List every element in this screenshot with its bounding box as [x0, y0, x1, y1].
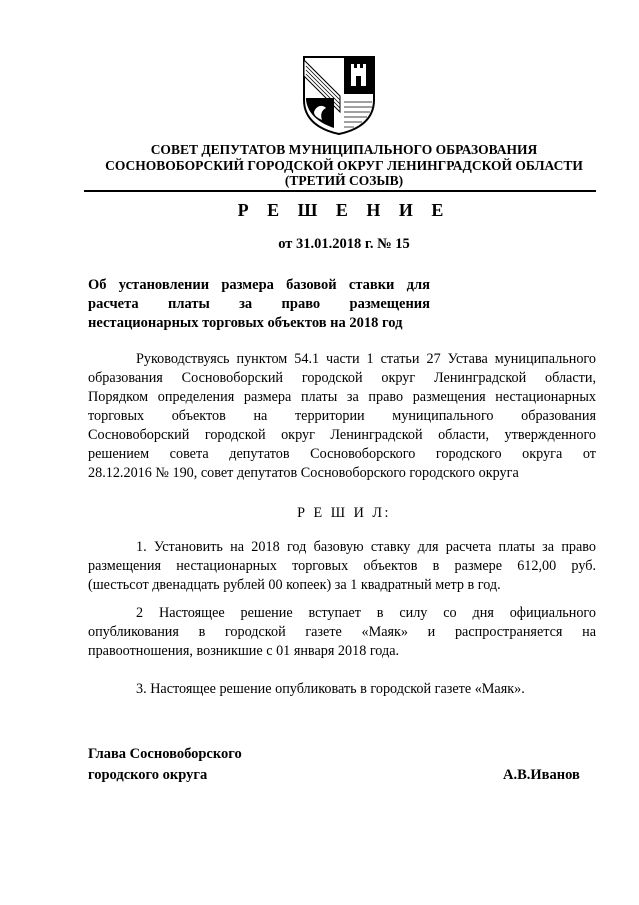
- signature-position-line: Глава Сосновоборского: [88, 746, 242, 762]
- coat-of-arms-icon: [300, 54, 378, 136]
- signature-position: [88, 744, 242, 786]
- signer-name: А.В.Иванов: [503, 767, 580, 783]
- item-line: правоотношения, возникшие с 01 января 2018 года.: [88, 643, 400, 659]
- item-1-paragraph: [88, 538, 596, 595]
- decision-date-number: от 31.01.2018 г. № 15: [278, 236, 410, 252]
- council-line: (ТРЕТИЙ СОЗЫВ): [284, 173, 404, 188]
- item-3-paragraph: [88, 680, 596, 699]
- preamble-line: Сосновоборский городской округ Ленинградской области, утвержденного: [88, 427, 596, 443]
- preamble-line: решением совета депутатов Сосновоборского городского округа от: [88, 446, 596, 462]
- header-divider: [84, 190, 596, 192]
- preamble-line: Руководствуясь пунктом 54.1 части 1 статьи 27 Устава муниципального: [136, 351, 596, 367]
- preamble-line: торговых объектов на территории муниципального образования: [88, 408, 596, 424]
- item-line: 3. Настоящее решение опубликовать в городской газете «Маяк».: [136, 681, 525, 697]
- preamble-line: образования Сосновоборский городской округ Ленинградской области,: [88, 370, 596, 386]
- decision-title: Р Е Ш Е Н И Е: [237, 200, 451, 220]
- subject-line: Об установлении размера базовой ставки для: [88, 277, 430, 293]
- council-line: СОВЕТ ДЕПУТАТОВ МУНИЦИПАЛЬНОГО ОБРАЗОВАНИЯ: [150, 142, 538, 157]
- item-line: размещения нестационарных торговых объектов в размере 612,00 руб.: [88, 558, 596, 574]
- council-line: СОСНОВОБОРСКИЙ ГОРОДСКОЙ ОКРУГ ЛЕНИНГРАДСКОЙ ОБЛАСТИ: [105, 157, 583, 173]
- item-2-paragraph: [88, 604, 596, 661]
- subject-line: нестационарных торговых объектов на 2018 год: [88, 315, 403, 331]
- item-line: (шестьсот двенадцать рублей 00 копеек) за 1 квадратный метр в год.: [88, 577, 501, 593]
- council-header: [70, 142, 618, 189]
- item-line: 1. Установить на 2018 год базовую ставку для расчета платы за право: [136, 539, 596, 555]
- item-line: опубликования в городской газете «Маяк» и распространяется на: [88, 624, 596, 640]
- preamble-paragraph: [88, 350, 596, 483]
- preamble-line: Порядком определения размера платы за право размещения нестационарных: [88, 389, 596, 405]
- resolved-heading: Р Е Ш И Л:: [297, 505, 391, 521]
- signature-position-line: городского округа: [88, 767, 208, 783]
- preamble-line: 28.12.2016 № 190, совет депутатов Сосновоборского городского округа: [88, 465, 519, 481]
- subject-line: расчета платы за право размещения: [88, 296, 430, 312]
- decision-subject: [88, 276, 430, 333]
- item-line: 2 Настоящее решение вступает в силу со дня официального: [136, 605, 596, 621]
